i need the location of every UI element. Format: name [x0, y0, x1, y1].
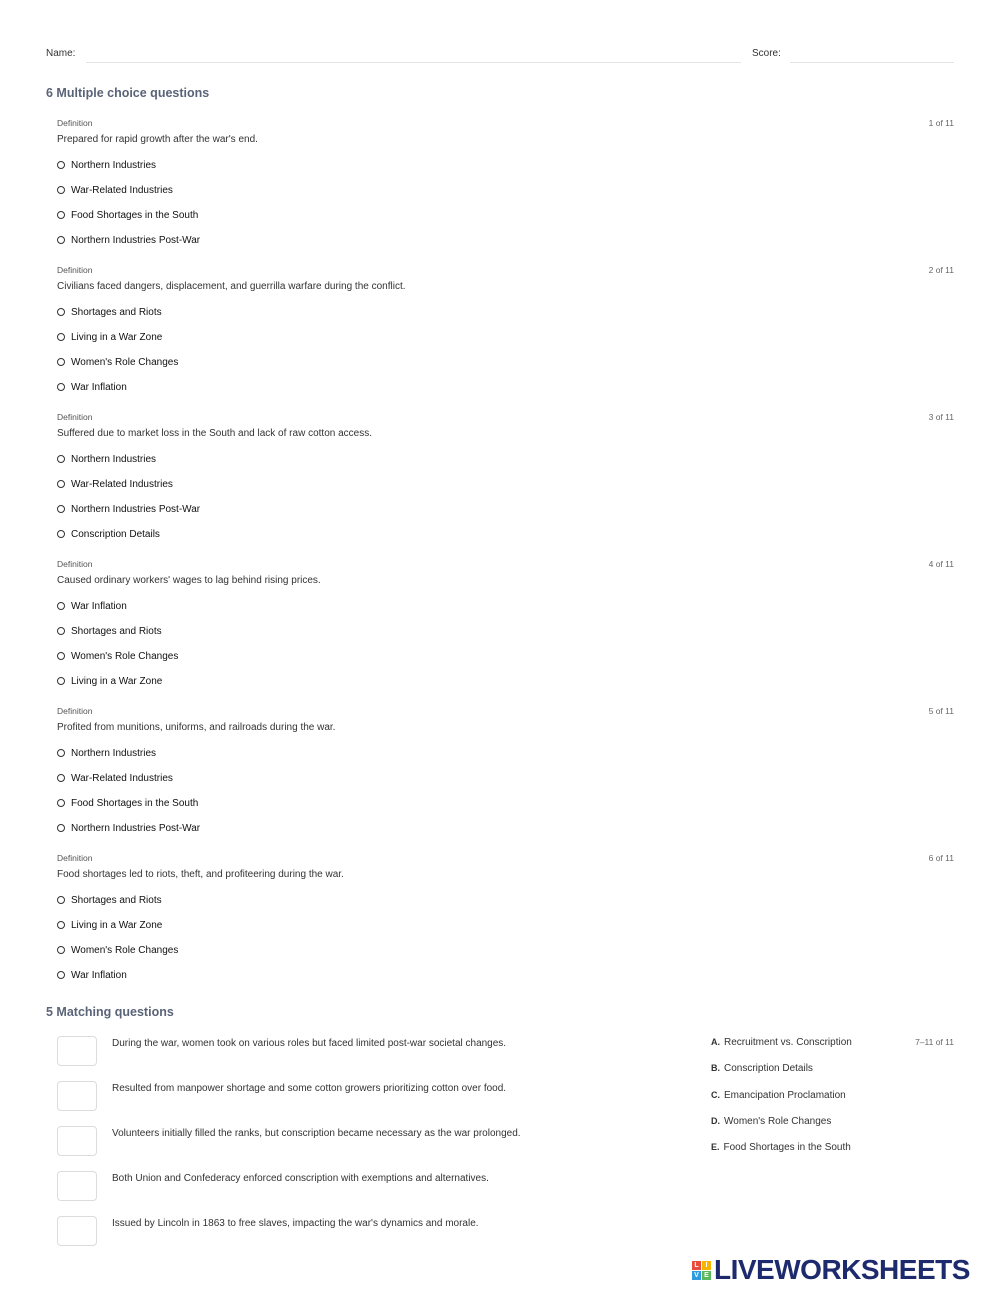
- option-label: Women's Role Changes: [71, 650, 179, 662]
- radio-button-icon[interactable]: [57, 652, 65, 660]
- match-answer-input[interactable]: [57, 1036, 97, 1066]
- radio-button-icon[interactable]: [57, 480, 65, 488]
- radio-button-icon[interactable]: [57, 896, 65, 904]
- option-label: Northern Industries: [71, 453, 157, 465]
- option-label: Women's Role Changes: [71, 944, 179, 956]
- option-label: Living in a War Zone: [71, 675, 163, 687]
- option-label: Shortages and Riots: [71, 894, 162, 906]
- question-label: Definition: [57, 559, 93, 569]
- name-label: Name:: [46, 48, 76, 59]
- question-3: [57, 412, 954, 552]
- answer-option[interactable]: [57, 477, 173, 491]
- matching-range: 7–11 of 11: [915, 1037, 954, 1047]
- question-2: [57, 265, 954, 405]
- answer-letter: B.: [711, 1063, 720, 1073]
- matching-row: [57, 1036, 657, 1068]
- radio-button-icon[interactable]: [57, 358, 65, 366]
- matching-section-title: 5 Matching questions: [46, 1005, 174, 1019]
- option-label: Northern Industries: [71, 747, 157, 759]
- question-text: Food shortages led to riots, theft, and profiteering during the war.: [57, 869, 344, 880]
- radio-button-icon[interactable]: [57, 505, 65, 513]
- question-text: Civilians faced dangers, displacement, and guerrilla warfare during the conflict.: [57, 281, 406, 292]
- answer-option[interactable]: [57, 943, 178, 957]
- radio-button-icon[interactable]: [57, 530, 65, 538]
- radio-button-icon[interactable]: [57, 921, 65, 929]
- answer-option[interactable]: [57, 330, 162, 344]
- option-label: War Inflation: [71, 600, 127, 612]
- radio-button-icon[interactable]: [57, 824, 65, 832]
- radio-button-icon[interactable]: [57, 971, 65, 979]
- logo-tile: V: [692, 1271, 701, 1280]
- matching-prompt: During the war, women took on various roles but faced limited post-war societal changes.: [112, 1038, 507, 1049]
- matching-prompt: Volunteers initially filled the ranks, but conscription became necessary as the war prolonged.: [112, 1128, 521, 1139]
- option-label: Living in a War Zone: [71, 331, 163, 343]
- answer-option[interactable]: [57, 599, 127, 613]
- match-answer-input[interactable]: [57, 1081, 97, 1111]
- mc-section-title: 6 Multiple choice questions: [46, 86, 210, 100]
- name-field[interactable]: [86, 62, 741, 63]
- question-label: Definition: [57, 706, 93, 716]
- answer-option[interactable]: [57, 380, 127, 394]
- answer-option[interactable]: [57, 208, 198, 222]
- option-label: War-Related Industries: [71, 478, 173, 490]
- answer-text: Emancipation Proclamation: [724, 1090, 846, 1101]
- matching-answer: [711, 1142, 851, 1153]
- matching-row: [57, 1126, 657, 1158]
- option-label: War-Related Industries: [71, 772, 173, 784]
- matching-answer: [711, 1037, 852, 1048]
- answer-letter: C.: [711, 1090, 720, 1100]
- radio-button-icon[interactable]: [57, 333, 65, 341]
- matching-prompt: Both Union and Confederacy enforced conscription with exemptions and alternatives.: [112, 1173, 489, 1184]
- matching-prompt: Issued by Lincoln in 1863 to free slaves, impacting the war's dynamics and morale.: [112, 1218, 479, 1229]
- radio-button-icon[interactable]: [57, 186, 65, 194]
- radio-button-icon[interactable]: [57, 602, 65, 610]
- answer-letter: D.: [711, 1116, 720, 1126]
- option-label: War-Related Industries: [71, 184, 173, 196]
- answer-text: Women's Role Changes: [724, 1116, 832, 1127]
- question-6: [57, 853, 954, 993]
- option-label: Northern Industries: [71, 159, 157, 171]
- matching-prompt: Resulted from manpower shortage and some cotton growers prioritizing cotton over food.: [112, 1083, 507, 1094]
- option-label: Food Shortages in the South: [71, 209, 199, 221]
- answer-option[interactable]: [57, 183, 173, 197]
- radio-button-icon[interactable]: [57, 455, 65, 463]
- answer-option[interactable]: [57, 502, 200, 516]
- option-label: Conscription Details: [71, 528, 160, 540]
- question-number: 5 of 11: [928, 706, 954, 716]
- question-text: Profited from munitions, uniforms, and railroads during the war.: [57, 722, 336, 733]
- answer-option[interactable]: [57, 305, 162, 319]
- matching-answer: [711, 1090, 846, 1101]
- question-number: 1 of 11: [928, 118, 954, 128]
- score-label: Score:: [752, 48, 781, 59]
- answer-option[interactable]: [57, 771, 173, 785]
- answer-text: Recruitment vs. Conscription: [724, 1037, 852, 1048]
- answer-option[interactable]: [57, 649, 178, 663]
- radio-button-icon[interactable]: [57, 308, 65, 316]
- question-text: Suffered due to market loss in the South and lack of raw cotton access.: [57, 428, 372, 439]
- option-label: Women's Role Changes: [71, 356, 179, 368]
- question-4: [57, 559, 954, 699]
- matching-row: [57, 1081, 657, 1113]
- logo-tile: I: [702, 1261, 711, 1270]
- logo-tile: L: [692, 1261, 701, 1270]
- radio-button-icon[interactable]: [57, 211, 65, 219]
- option-label: War Inflation: [71, 381, 127, 393]
- answer-option[interactable]: [57, 355, 178, 369]
- radio-button-icon[interactable]: [57, 236, 65, 244]
- radio-button-icon[interactable]: [57, 946, 65, 954]
- option-label: Northern Industries Post-War: [71, 234, 201, 246]
- radio-button-icon[interactable]: [57, 627, 65, 635]
- question-label: Definition: [57, 853, 93, 863]
- option-label: Food Shortages in the South: [71, 797, 199, 809]
- matching-row: [57, 1216, 657, 1248]
- question-number: 2 of 11: [928, 265, 954, 275]
- radio-button-icon[interactable]: [57, 161, 65, 169]
- radio-button-icon[interactable]: [57, 774, 65, 782]
- answer-option[interactable]: [57, 527, 160, 541]
- answer-letter: A.: [711, 1037, 720, 1047]
- radio-button-icon[interactable]: [57, 677, 65, 685]
- question-1: [57, 118, 954, 258]
- answer-text: Food Shortages in the South: [723, 1142, 851, 1153]
- question-5: [57, 706, 954, 846]
- liveworksheets-logo: [692, 1255, 970, 1285]
- answer-option[interactable]: [57, 452, 156, 466]
- answer-option[interactable]: [57, 821, 200, 835]
- question-label: Definition: [57, 412, 93, 422]
- question-text: Caused ordinary workers' wages to lag behind rising prices.: [57, 575, 321, 586]
- option-label: Shortages and Riots: [71, 306, 162, 318]
- radio-button-icon[interactable]: [57, 749, 65, 757]
- answer-option[interactable]: [57, 674, 162, 688]
- score-field[interactable]: [790, 62, 954, 63]
- match-answer-input[interactable]: [57, 1216, 97, 1246]
- answer-option[interactable]: [57, 624, 162, 638]
- question-number: 6 of 11: [928, 853, 954, 863]
- matching-answer: [711, 1063, 813, 1074]
- matching-answer: [711, 1116, 831, 1127]
- logo-tile: E: [702, 1271, 711, 1280]
- answer-option[interactable]: [57, 233, 200, 247]
- answer-letter: E.: [711, 1142, 720, 1152]
- option-label: Shortages and Riots: [71, 625, 162, 637]
- answer-text: Conscription Details: [724, 1063, 813, 1074]
- logo-icon: [692, 1261, 711, 1280]
- option-label: War Inflation: [71, 969, 127, 981]
- option-label: Northern Industries Post-War: [71, 822, 201, 834]
- option-label: Living in a War Zone: [71, 919, 163, 931]
- answer-option[interactable]: [57, 968, 127, 982]
- answer-option[interactable]: [57, 918, 162, 932]
- match-answer-input[interactable]: [57, 1126, 97, 1156]
- question-label: Definition: [57, 265, 93, 275]
- worksheet-header: [46, 48, 954, 64]
- matching-row: [57, 1171, 657, 1203]
- question-number: 3 of 11: [928, 412, 954, 422]
- answer-option[interactable]: [57, 158, 156, 172]
- logo-text: LIVEWORKSHEETS: [714, 1254, 970, 1285]
- option-label: Northern Industries Post-War: [71, 503, 201, 515]
- answer-option[interactable]: [57, 746, 156, 760]
- question-text: Prepared for rapid growth after the war's end.: [57, 134, 258, 145]
- match-answer-input[interactable]: [57, 1171, 97, 1201]
- radio-button-icon[interactable]: [57, 799, 65, 807]
- question-number: 4 of 11: [928, 559, 954, 569]
- radio-button-icon[interactable]: [57, 383, 65, 391]
- question-label: Definition: [57, 118, 93, 128]
- answer-option[interactable]: [57, 796, 198, 810]
- answer-option[interactable]: [57, 893, 162, 907]
